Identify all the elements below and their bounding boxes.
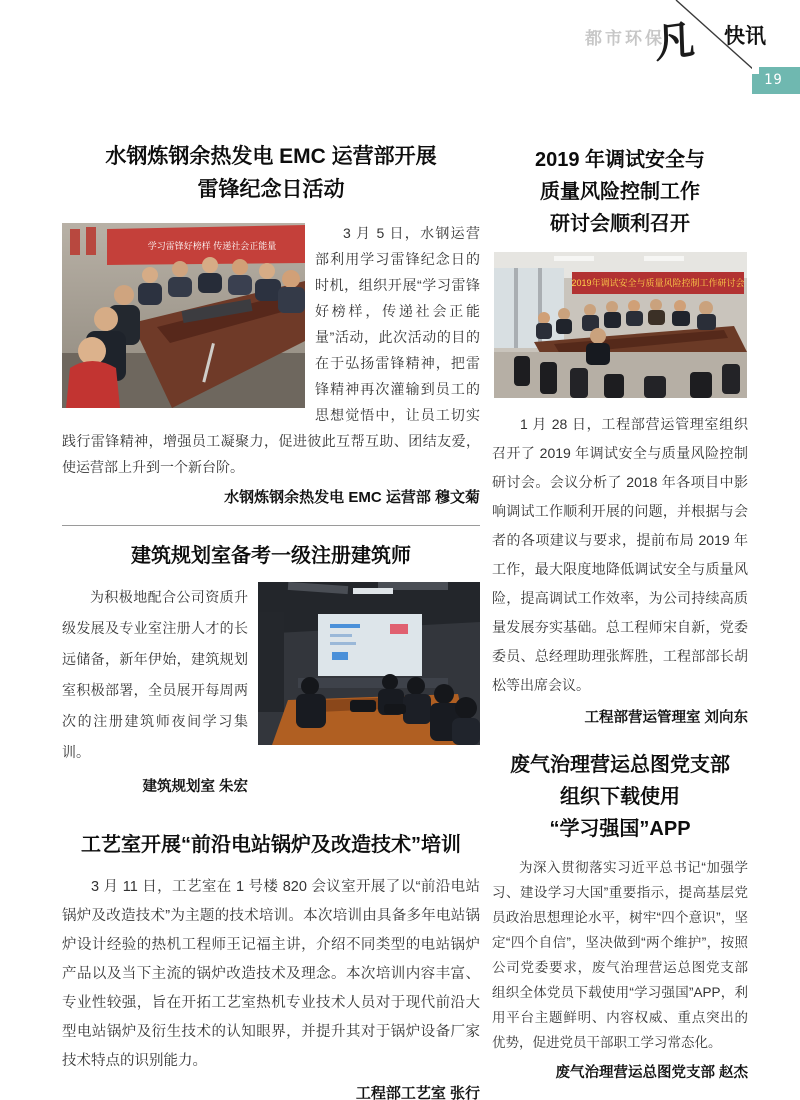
article-title-line1: 废气治理营运总图党支部 bbox=[510, 754, 730, 776]
article-body-text: 为深入贯彻落实习近平总书记“加强学习、建设学习大国”重要指示，提高基层党员政治思想理论水平，树牢“四个意识”，坚定“四个自信”，坚决做到“两个维护”，按照公司党委要求，废气治理营运总图党支部组织全体党员下载使用“学习强国”APP，利用平台主题鲜明、内容权威、重点突出的优势，促进党员干部职工学习常态化。 bbox=[492, 860, 748, 1050]
article-byline: 工程部工艺室 张行 bbox=[355, 1085, 480, 1100]
article-leifeng bbox=[62, 140, 480, 507]
page-number-badge bbox=[752, 67, 800, 94]
article-risk-seminar bbox=[492, 144, 748, 727]
article-body bbox=[62, 220, 480, 480]
photo-banner-text: 2019年调试安全与质量风险控制工作研讨会 bbox=[570, 278, 745, 288]
article-byline: 水钢炼钢余热发电 EMC 运营部 穆文菊 bbox=[224, 489, 480, 506]
badge-notch bbox=[752, 67, 759, 74]
photo-banner-text: 学习雷锋好榜样 传递社会正能量 bbox=[147, 241, 277, 251]
calligraphy-mark: 凡 bbox=[654, 15, 696, 68]
article-title-line3: 研讨会顺利召开 bbox=[550, 213, 690, 235]
article-byline: 建筑规划室 朱宏 bbox=[142, 779, 248, 795]
article-text-block bbox=[62, 582, 248, 803]
red-hoodie bbox=[66, 361, 120, 408]
article-body-text: 1 月 28 日，工程部营运管理室组织召开了 2019 年调试安全与质量风险控制研讨会。会议分析了 2018 年各项目中影响调试工作顺利开展的问题，并根据与会者的各项建议与要求，提前布局 2019 年工作，最大限度地降低调试安全与质量风险，提高调试工作效率，为公司持续高质量发展夯实基础。总工程师宋自新，党委委员、总经理助理张辉胜，工程部部长胡松等出席会议。 bbox=[492, 416, 748, 693]
article-title-line3: “学习强国”APP bbox=[549, 818, 691, 840]
article-title-line1: 水钢炼钢余热发电 EMC 运营部开展 bbox=[105, 145, 437, 168]
article-title bbox=[62, 140, 480, 206]
article-body-text: 3 月 11 日，工艺室在 1 号楼 820 会议室开展了以“前沿电站锅炉及改造技术”为主题的技术培训。本次培训由具备多年电站锅炉设计经验的热机工程师王记福主讲，介绍不同类型的电站锅炉产品以及当下主流的锅炉改造技术及理念。本次培训内容丰富、专业性较强，旨在开拓工艺室热机专业技术人员对于现代前沿大型电站锅炉及衍生技术的认知眼界，并提升其对于锅炉设备厂家技术特点的识别能力。 bbox=[62, 879, 480, 1069]
section-label: 快讯 bbox=[724, 25, 766, 48]
article-title-line2: 雷锋纪念日活动 bbox=[197, 178, 345, 201]
article-boiler-training bbox=[62, 829, 480, 1100]
article-divider bbox=[62, 525, 480, 526]
article-byline: 废气治理营运总图党支部 赵杰 bbox=[555, 1065, 748, 1081]
magazine-wordmark: 都市环保 bbox=[585, 29, 665, 48]
article-title-line1: 2019 年调试安全与 bbox=[534, 149, 706, 171]
article-title-line2: 质量风险控制工作 bbox=[540, 181, 700, 203]
page-content bbox=[62, 140, 748, 1100]
article-byline: 工程部营运管理室 刘向东 bbox=[584, 710, 748, 726]
study-photo bbox=[258, 582, 480, 745]
seminar-photo bbox=[494, 252, 747, 398]
article-architect-exam bbox=[62, 540, 480, 803]
article-body-text: 3 月 5 日，水钢运营部利用学习雷锋纪念日的时机，组织开展“学习雷锋好榜样，传递社会正能量”活动，此次活动的目的在于弘扬雷锋精神，把雷锋精神再次灌输到员工的思想觉悟中，让员工切实践行雷锋精神，增强员工凝聚力，促进彼此互帮互助、团结友爱，使运营部上升到一个新台阶。 bbox=[62, 225, 480, 475]
page-number: 19 bbox=[764, 72, 783, 88]
article-xuexi-app bbox=[492, 749, 748, 1082]
article-title-line2: 组织下载使用 bbox=[560, 786, 680, 808]
right-column bbox=[492, 140, 748, 1100]
article-title: 建筑规划室备考一级注册建筑师 bbox=[131, 545, 411, 567]
left-column bbox=[62, 140, 480, 1100]
article-body bbox=[62, 582, 480, 803]
article-title bbox=[492, 749, 748, 845]
article-title bbox=[492, 144, 748, 240]
meeting-photo bbox=[62, 223, 305, 408]
article-body-text: 为积极地配合公司资质升级发展及专业室注册人才的长远储备，新年伊始，建筑规划室积极部署，全员展开每周两次的注册建筑师夜间学习集训。 bbox=[62, 589, 248, 760]
article-title: 工艺室开展“前沿电站锅炉及改造技术”培训 bbox=[81, 834, 461, 856]
